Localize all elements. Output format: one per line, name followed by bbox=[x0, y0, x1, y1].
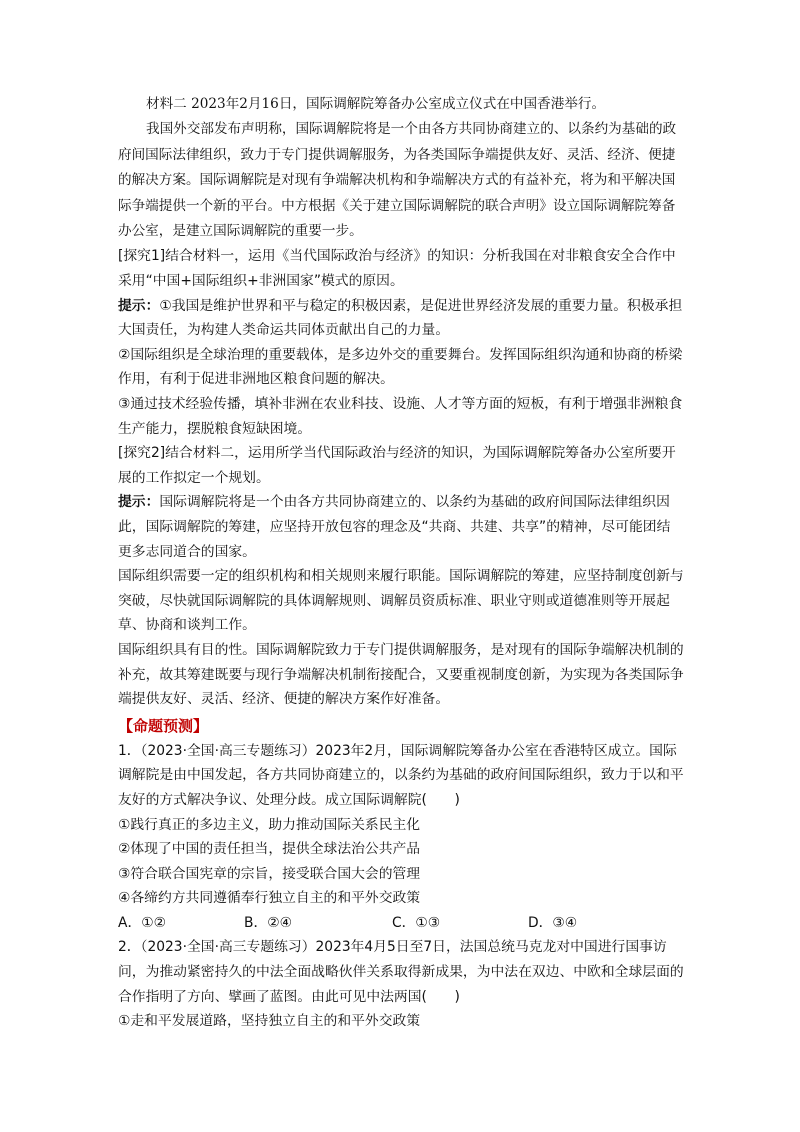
inquiry-1-tip-1 bbox=[118, 294, 684, 343]
tip-text: 国际调解院将是一个由各方共同协商建立的、以条约为基础的政府间国际法律组织因此，国际调解院的筹建，应坚持开放包容的理念及“共商、共建、共享”的精神，尽可能团结更多志同道合的国家。 bbox=[118, 494, 671, 560]
inquiry-1-tip-2: ②国际组织是全球治理的重要载体，是多边外交的重要舞台。发挥国际组织沟通和协商的桥梁作用，有利于促进非洲地区粮食问题的解决。 bbox=[118, 346, 683, 388]
choice-d: D．③④ bbox=[528, 914, 578, 931]
inquiry-2-tip-2: 国际组织需要一定的组织机构和相关规则来履行职能。国际调解院的筹建，应坚持制度创新与突破，尽快就国际调解院的具体调解规则、调解员资质标准、职业守则或道德准则等开展起草、协商和谈判工作。 bbox=[118, 568, 684, 634]
material-2 bbox=[118, 92, 684, 244]
question-1 bbox=[118, 739, 684, 936]
choice-a: A．①② bbox=[118, 914, 166, 931]
tip-label: 提示： bbox=[118, 297, 160, 314]
inquiry-2-tip-1 bbox=[118, 490, 684, 564]
inquiry-2 bbox=[118, 441, 684, 712]
material-2-heading: 材料二 2023年2月16日，国际调解院筹备办公室成立仪式在中国香港举行。 bbox=[146, 96, 606, 112]
material-2-paragraph: 我国外交部发布声明称，国际调解院将是一个由各方共同协商建立的、以条约为基础的政府间国际法律组织，致力于专门提供调解服务，为各类国际争端提供友好、灵活、经济、便捷的解决方案。国际调解院是对现有争端解决机构和争端解决方式的有益补充，将为和平解决国际争端提供一个新的平台。中方根据《关于建立国际调解院的联合声明》设立国际调解院筹备办公室，是建立国际调解院的重要一步。 bbox=[118, 121, 677, 240]
inquiry-1-question: [探究1]结合材料一，运用《当代国际政治与经济》的知识：分析我国在对非粮食安全合作中采用“中国+国际组织+非洲国家”模式的原因。 bbox=[118, 248, 676, 290]
choice-c: C．①③ bbox=[392, 914, 441, 931]
tip-text: ①我国是维护世界和平与稳定的积极因素，是促进世界经济发展的重要力量。积极承担大国责任，为构建人类命运共同体贡献出自己的力量。 bbox=[118, 297, 683, 339]
tip-label: 提示： bbox=[118, 494, 160, 511]
inquiry-1 bbox=[118, 244, 684, 441]
question-1-option-4: ④各缔约方共同遵循奉行独立自主的和平外交政策 bbox=[118, 890, 421, 907]
inquiry-1-tip-3: ③通过技术经验传播，填补非洲在农业科技、设施、人才等方面的短板，有利于增强非洲粮食生产能力，摆脱粮食短缺困境。 bbox=[118, 396, 683, 437]
question-1-option-2: ②体现了中国的责任担当，提供全球法治公共产品 bbox=[118, 841, 421, 858]
inquiry-2-tip-3: 国际组织具有目的性。国际调解院致力于专门提供调解服务，是对现有的国际争端解决机制的补充，故其筹建既要与现行争端解决机制衔接配合，又要重视制度创新，为实现为各类国际争端提供友好、灵活、经济、便捷的解决方案作好准备。 bbox=[118, 641, 684, 708]
question-2 bbox=[118, 935, 684, 1033]
inquiry-2-question: [探究2]结合材料二，运用所学当代国际政治与经济的知识，为国际调解院筹备办公室所要开展的工作拟定一个规划。 bbox=[118, 445, 676, 486]
document-content bbox=[118, 92, 684, 1034]
question-2-stem: 2．（2023·全国·高三专题练习）2023年4月5日至7日，法国总统马克龙对中国进行国事访问，为推动紧密持久的中法全面战略伙伴关系取得新成果，为中法在双边、中欧和全球层面的合作指明了方向、擘画了蓝图。由此可见中法两国( ) bbox=[118, 939, 684, 1005]
question-1-stem: 1．（2023·全国·高三专题练习）2023年2月，国际调解院筹备办公室在香港特区成立。国际调解院是由中国发起，各方共同协商建立的，以条约为基础的政府间国际组织，致力于以和平友好的方式解决争议、处理分歧。成立国际调解院( ) bbox=[118, 742, 684, 808]
question-2-option-1: ①走和平发展道路，坚持独立自主的和平外交政策 bbox=[118, 1013, 421, 1030]
question-1-choices bbox=[118, 911, 684, 936]
question-1-option-3: ③符合联合国宪章的宗旨，接受联合国大会的管理 bbox=[118, 865, 421, 882]
section-title: 【命题预测】 bbox=[118, 716, 209, 735]
choice-b: B．②④ bbox=[244, 914, 292, 931]
question-1-option-1: ①践行真正的多边主义，助力推动国际关系民主化 bbox=[118, 816, 421, 833]
